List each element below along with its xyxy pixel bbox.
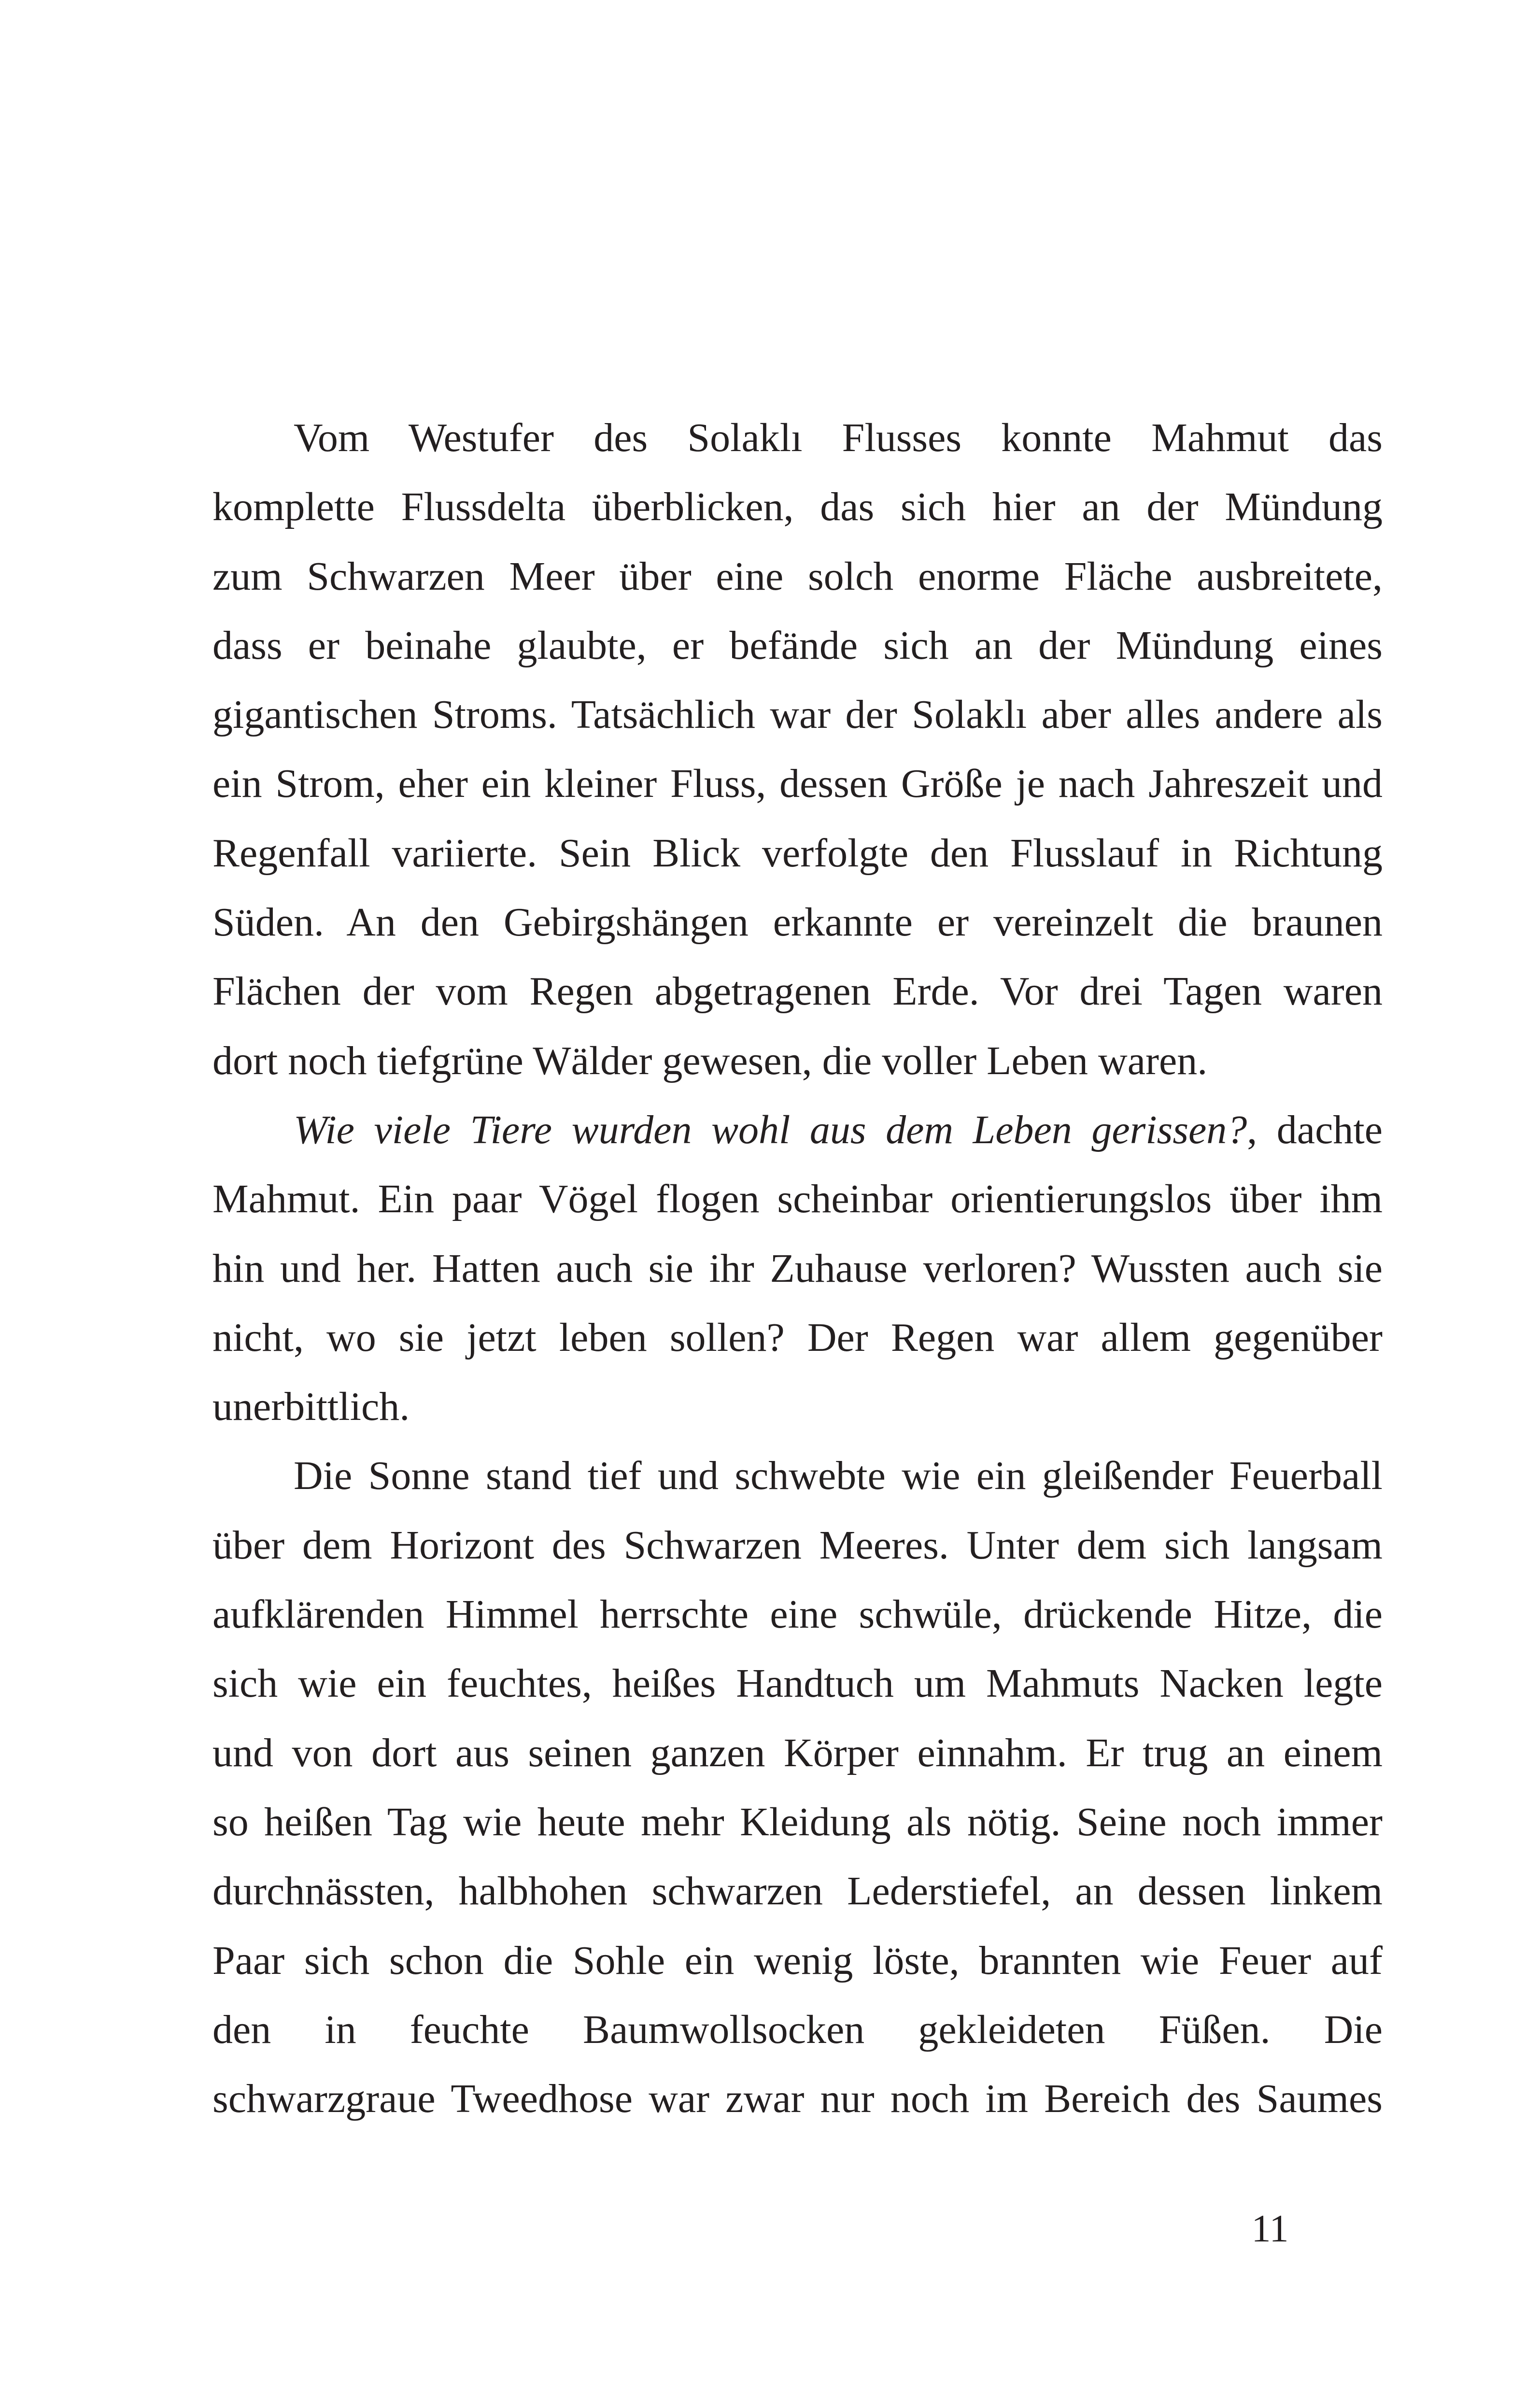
text-line: gigantischen Stroms. Tatsächlich war der Solaklı aber alles andere als bbox=[212, 692, 1383, 737]
text-line: und von dort aus seinen ganzen Körper einnahm. Er trug an einem bbox=[212, 1730, 1383, 1775]
text-line: so heißen Tag wie heute mehr Kleidung als nötig. Seine noch immer bbox=[212, 1799, 1383, 1844]
text-line: Süden. An den Gebirgshängen erkannte er vereinzelt die braunen bbox=[212, 900, 1383, 945]
page-number: 11 bbox=[1251, 2208, 1289, 2250]
text-line: den in feuchte Baumwollsocken gekleideten Füßen. Die bbox=[212, 2007, 1383, 2052]
text-line: zum Schwarzen Meer über eine solch enorme Fläche ausbreitete, bbox=[212, 553, 1383, 599]
body-text bbox=[212, 403, 1383, 2133]
text-line: sich wie ein feuchtes, heißes Handtuch um Mahmuts Nacken legte bbox=[212, 1661, 1383, 1706]
text-line: dort noch tiefgrüne Wälder gewesen, die voller Leben waren. bbox=[212, 1038, 1208, 1083]
text-line: unerbittlich. bbox=[212, 1384, 410, 1430]
text-line: komplette Flussdelta überblicken, das sich hier an der Mündung bbox=[212, 484, 1383, 530]
text-line: Flächen der vom Regen abgetragenen Erde. Vor drei Tagen waren bbox=[212, 969, 1383, 1014]
text-line: Vom Westufer des Solaklı Flusses konnte Mahmut das bbox=[294, 415, 1383, 460]
text-line: aufklärenden Himmel herrschte eine schwüle, drückende Hitze, die bbox=[212, 1592, 1383, 1637]
text-line: Regenfall variierte. Sein Blick verfolgte den Flusslauf in Richtung bbox=[212, 830, 1383, 876]
text-line: ein Strom, eher ein kleiner Fluss, dessen Größe je nach Jahreszeit und bbox=[212, 761, 1383, 807]
text-line: dass er beinahe glaubte, er befände sich an der Mündung eines bbox=[212, 623, 1383, 668]
text-line: durchnässten, halbhohen schwarzen Lederstiefel, an dessen linkem bbox=[212, 1869, 1383, 1914]
text-line: Die Sonne stand tief und schwebte wie ein gleißender Feuerball bbox=[294, 1453, 1383, 1499]
text-line: nicht, wo sie jetzt leben sollen? Der Regen war allem gegenüber bbox=[212, 1315, 1383, 1360]
text-fragment: , dachte bbox=[1247, 1107, 1383, 1152]
text-line bbox=[212, 1095, 1383, 1164]
text-line: hin und her. Hatten auch sie ihr Zuhause verloren? Wussten auch sie bbox=[212, 1246, 1383, 1291]
text-line: Mahmut. Ein paar Vögel flogen scheinbar orientierungslos über ihm bbox=[212, 1177, 1383, 1222]
text-line: Paar sich schon die Sohle ein wenig löste, brannten wie Feuer auf bbox=[212, 1938, 1383, 1983]
text-line: schwarzgraue Tweedhose war zwar nur noch im Bereich des Saumes bbox=[212, 2076, 1383, 2122]
italic-thought: Wie viele Tiere wurden wohl aus dem Leben gerissen? bbox=[294, 1107, 1247, 1152]
text-line: über dem Horizont des Schwarzen Meeres. Unter dem sich langsam bbox=[212, 1522, 1383, 1568]
